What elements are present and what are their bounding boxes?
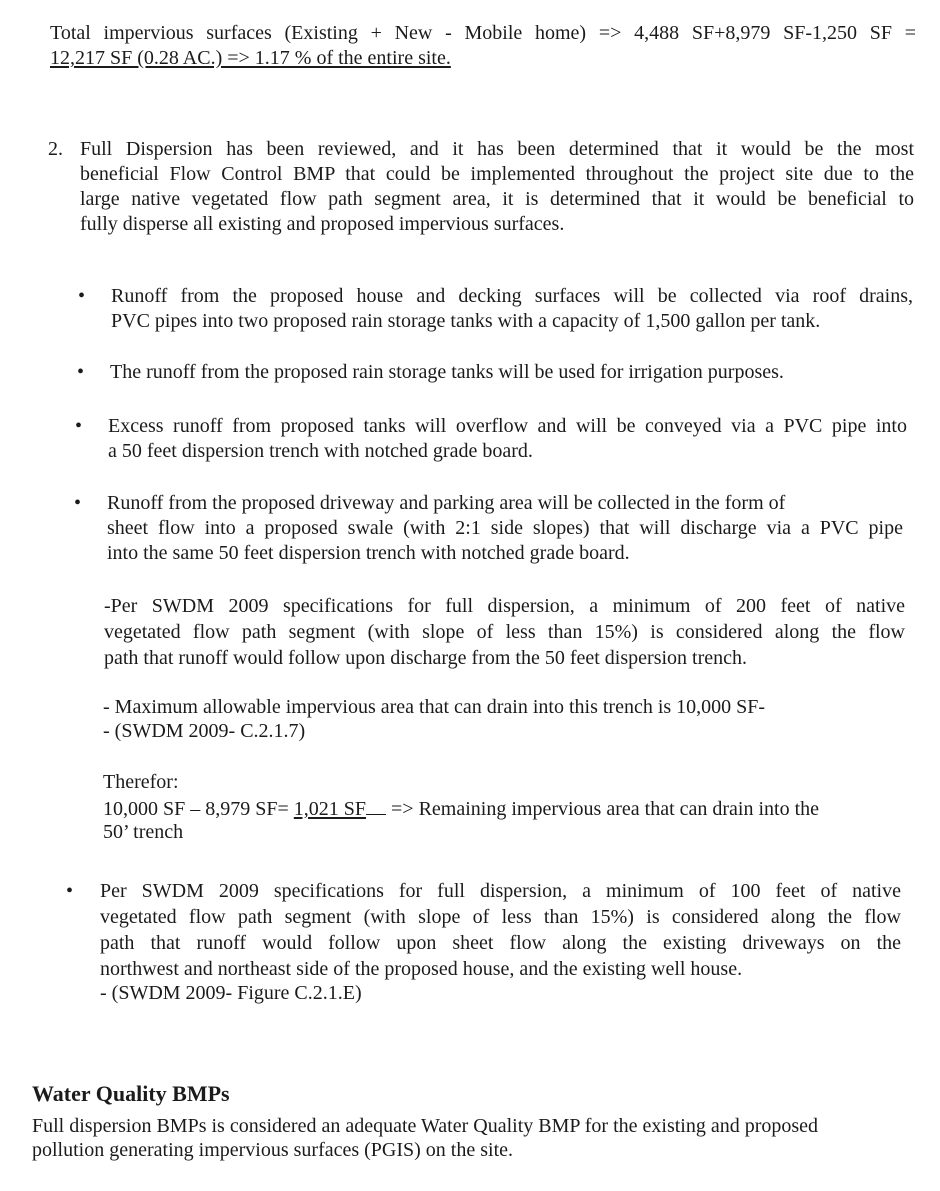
bullet-5-line-4: northwest and northeast side of the proposed house, and the existing well house.: [100, 958, 743, 980]
water-quality-heading: Water Quality BMPs: [32, 1081, 230, 1106]
calc-line-1: [103, 797, 819, 821]
calc-suffix: => Remaining impervious area that can drain into the: [386, 798, 820, 820]
item2-line-3: large native vegetated flow path segment area, it is determined that it would be beneficial to: [80, 188, 914, 210]
intro-line-1: Total impervious surfaces (Existing + New - Mobile home) => 4,488 SF+8,979 SF-1,250 SF =: [50, 22, 916, 44]
calc-value: 1,021 SF: [293, 798, 367, 820]
item2-line-4: fully disperse all existing and proposed impervious surfaces.: [80, 213, 565, 235]
calc-underline-gap: [366, 798, 386, 815]
bullet-5-line-1: Per SWDM 2009 specifications for full dispersion, a minimum of 100 feet of native: [100, 880, 901, 902]
bullet-4-line-1: Runoff from the proposed driveway and parking area will be collected in the form of: [107, 492, 786, 514]
item2-line-2: beneficial Flow Control BMP that could be implemented throughout the project site due to the: [80, 163, 914, 185]
intro-line-2: 12,217 SF (0.28 AC.) => 1.17 % of the entire site.: [50, 47, 451, 69]
calc-prefix: 10,000 SF – 8,979 SF=: [103, 798, 294, 820]
bullet-4-line-2: sheet flow into a proposed swale (with 2:1 side slopes) that will discharge via a PVC pipe: [107, 517, 903, 539]
bullet-5-line-5: - (SWDM 2009- Figure C.2.1.E): [100, 982, 362, 1004]
bullet-5-line-2: vegetated flow path segment (with slope of less than 15%) is considered along the flow: [100, 906, 901, 928]
list-number-2: 2.: [48, 138, 63, 160]
bullet-3-line-2: a 50 feet dispersion trench with notched grade board.: [108, 440, 533, 462]
bullet-2-line-1: The runoff from the proposed rain storage tanks will be used for irrigation purposes.: [110, 361, 784, 383]
bullet-5-line-3: path that runoff would follow upon sheet flow along the existing driveways on the: [100, 932, 901, 954]
bullet-3-line-1: Excess runoff from proposed tanks will overflow and will be conveyed via a PVC pipe into: [108, 415, 907, 437]
bullet-1-glyph: •: [78, 285, 86, 307]
bullet-4-line-3: into the same 50 feet dispersion trench with notched grade board.: [107, 542, 630, 564]
b4-para1-line-3: path that runoff would follow upon discharge from the 50 feet dispersion trench.: [104, 647, 747, 669]
water-quality-line-1: Full dispersion BMPs is considered an adequate Water Quality BMP for the existing and proposed: [32, 1115, 819, 1137]
item2-line-1: Full Dispersion has been reviewed, and it has been determined that it would be the most: [80, 138, 914, 160]
therefor-label: Therefor:: [103, 771, 179, 793]
bullet-4-glyph: •: [74, 492, 82, 514]
bullet-2-glyph: •: [77, 361, 85, 383]
b4-para1-line-2: vegetated flow path segment (with slope of less than 15%) is considered along the flow: [104, 621, 905, 643]
bullet-1-line-2: PVC pipes into two proposed rain storage tanks with a capacity of 1,500 gallon per tank.: [111, 310, 821, 332]
bullet-1-line-1: Runoff from the proposed house and decking surfaces will be collected via roof drains,: [111, 285, 913, 307]
bullet-5-glyph: •: [66, 880, 74, 902]
b4-para2-line-2: - (SWDM 2009- C.2.1.7): [103, 720, 306, 742]
bullet-3-glyph: •: [75, 415, 83, 437]
calc-line-2: 50’ trench: [103, 821, 184, 843]
b4-para2-line-1: - Maximum allowable impervious area that can drain into this trench is 10,000 SF-: [103, 696, 766, 718]
b4-para1-line-1: -Per SWDM 2009 specifications for full dispersion, a minimum of 200 feet of native: [104, 595, 905, 617]
water-quality-line-2: pollution generating impervious surfaces (PGIS) on the site.: [32, 1139, 514, 1161]
